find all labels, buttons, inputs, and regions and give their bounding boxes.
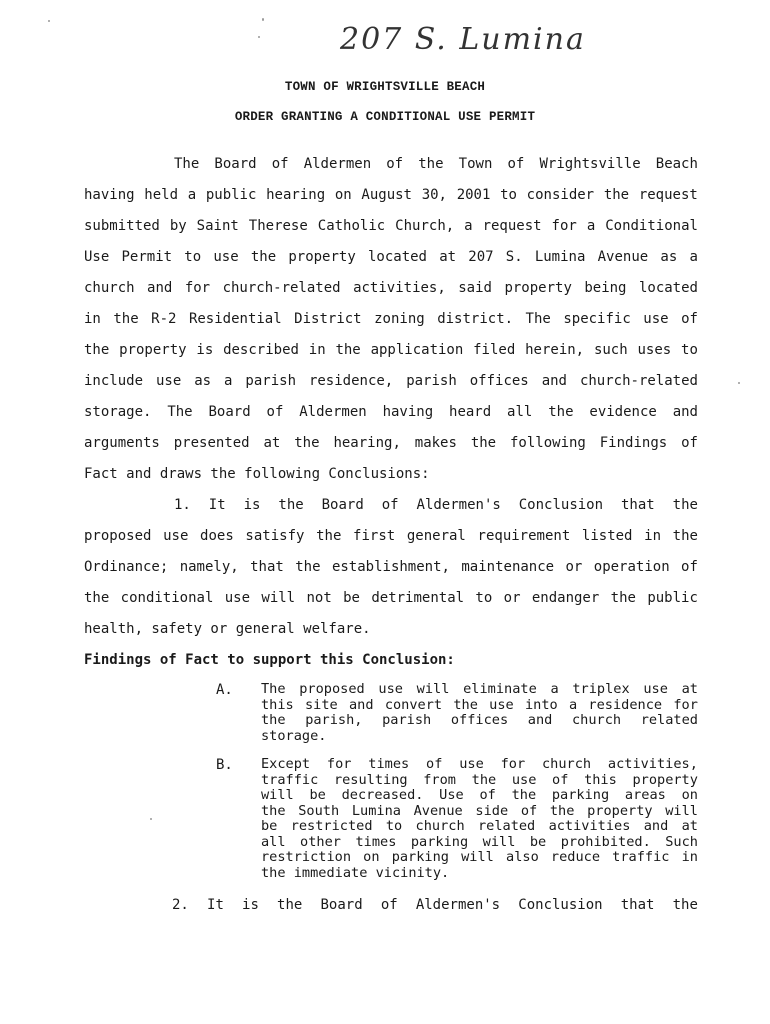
- word: endanger: [531, 590, 600, 606]
- word: specific: [563, 311, 631, 327]
- word: The: [525, 311, 551, 327]
- scan-speck: [48, 20, 50, 22]
- word: a: [187, 187, 197, 203]
- word: Church,: [395, 218, 455, 234]
- word: times: [355, 833, 397, 850]
- word: described: [223, 342, 299, 358]
- finding-a-line: [261, 682, 698, 698]
- word: Such: [665, 833, 698, 850]
- intro-line: [84, 187, 698, 203]
- word: such: [593, 342, 628, 358]
- word: use: [224, 590, 251, 606]
- word: activities,: [353, 280, 446, 296]
- word: uses: [637, 342, 672, 358]
- word: District: [294, 311, 362, 327]
- word: The: [261, 681, 286, 697]
- word: 2001: [456, 187, 491, 203]
- word: Board: [214, 156, 257, 172]
- word: to: [500, 187, 517, 203]
- word: at: [681, 681, 698, 697]
- word: proposed: [299, 681, 365, 697]
- word: of: [271, 156, 289, 172]
- word: the: [84, 342, 110, 358]
- word: of: [681, 311, 698, 327]
- word: be: [309, 787, 326, 803]
- word: of: [520, 802, 538, 819]
- word: hearing,: [333, 435, 401, 451]
- word: Avenue: [413, 802, 463, 819]
- finding-a-line: storage.: [261, 727, 327, 744]
- word: in: [308, 342, 326, 358]
- word: for: [673, 696, 698, 713]
- word: located: [367, 249, 427, 265]
- word: parish: [245, 373, 296, 389]
- word: will: [665, 802, 698, 819]
- word: in: [681, 849, 698, 865]
- word: Board: [321, 497, 364, 513]
- word: is: [243, 497, 261, 513]
- word: evidence: [589, 404, 657, 420]
- intro-line: [84, 404, 698, 420]
- word: on: [334, 187, 352, 203]
- word: at: [263, 435, 281, 451]
- word: prohibited.: [560, 833, 651, 850]
- word: include: [84, 373, 144, 389]
- word: use: [163, 528, 189, 544]
- word: Except: [261, 756, 311, 772]
- word: submitted: [84, 218, 160, 234]
- word: use: [155, 373, 182, 389]
- word: proposed: [84, 528, 152, 544]
- word: residence,: [308, 373, 394, 389]
- finding-b-line: the immediate vicinity.: [261, 864, 450, 881]
- intro-line: [84, 218, 698, 234]
- word: all: [507, 404, 533, 420]
- word: held: [144, 187, 178, 203]
- word: Beach: [655, 156, 698, 172]
- word: in: [644, 528, 661, 544]
- word: first: [353, 528, 396, 544]
- conclusion-1-line: [84, 590, 698, 606]
- word: for: [326, 756, 352, 772]
- word: offices: [450, 712, 509, 728]
- word: 207: [468, 249, 494, 265]
- word: general: [406, 528, 466, 544]
- word: traffic: [261, 771, 319, 788]
- word: Wrightsville: [539, 156, 641, 172]
- word: a: [550, 681, 559, 697]
- word: It: [207, 897, 224, 913]
- word: property: [504, 280, 572, 296]
- word: said: [458, 280, 492, 296]
- word: that: [250, 559, 284, 575]
- word: as: [660, 249, 678, 265]
- word: will: [416, 681, 450, 697]
- word: a: [464, 218, 473, 234]
- word: the: [278, 497, 304, 513]
- intro-line: [84, 311, 698, 327]
- word: other: [300, 833, 341, 850]
- finding-a-text: [261, 682, 698, 744]
- word: resulting: [333, 771, 408, 788]
- word: property: [119, 342, 187, 358]
- word: namely,: [179, 559, 239, 575]
- word: a: [568, 696, 578, 713]
- word: the: [261, 802, 286, 819]
- word: and: [527, 712, 553, 728]
- word: operation: [593, 559, 670, 575]
- word: will: [461, 849, 494, 865]
- word: Conclusion: [518, 897, 603, 913]
- word: Avenue: [597, 249, 649, 265]
- finding-a-label: A.: [216, 682, 233, 698]
- word: public: [205, 187, 257, 203]
- word: to: [184, 249, 202, 265]
- word: be: [261, 818, 278, 834]
- word: of: [386, 156, 404, 172]
- word: Use: [439, 787, 464, 803]
- finding-b-line: [261, 819, 698, 835]
- word: or: [503, 590, 521, 606]
- word: R-2: [151, 311, 177, 327]
- order-title: ORDER GRANTING A CONDITIONAL USE PERMIT: [234, 110, 536, 124]
- intro-line: [84, 373, 698, 389]
- word: to: [681, 342, 698, 358]
- word: is: [196, 342, 214, 358]
- word: church: [84, 280, 135, 296]
- word: Board: [208, 404, 251, 420]
- word: from: [423, 771, 456, 788]
- word: parking: [551, 787, 610, 803]
- word: the: [250, 249, 277, 265]
- intro-line: [84, 435, 698, 451]
- word: use: [511, 771, 537, 788]
- word: The: [167, 404, 193, 420]
- word: public: [647, 590, 698, 606]
- word: S.: [505, 249, 523, 265]
- word: related: [477, 818, 536, 834]
- word: will: [482, 833, 516, 850]
- word: of: [552, 771, 569, 788]
- handwritten-address-note: 207 S. Lumina: [340, 22, 586, 57]
- word: this: [584, 771, 617, 788]
- word: 1.: [174, 497, 191, 513]
- word: requirement: [477, 528, 571, 544]
- word: property: [632, 771, 698, 788]
- word: at: [439, 249, 457, 265]
- word: all: [261, 833, 286, 850]
- word: Residential: [188, 311, 282, 327]
- word: a: [224, 373, 233, 389]
- word: the: [261, 712, 286, 728]
- word: use: [378, 681, 403, 697]
- word: that: [620, 497, 655, 513]
- word: request: [638, 187, 698, 203]
- word: Aldermen: [299, 404, 367, 420]
- word: site: [305, 696, 338, 713]
- word: the: [335, 342, 361, 358]
- word: residence: [588, 696, 663, 713]
- word: to: [475, 590, 493, 606]
- word: on: [363, 849, 380, 865]
- finding-b-label: B.: [216, 757, 233, 773]
- word: and: [643, 818, 669, 834]
- word: the: [610, 590, 636, 606]
- scan-speck: [262, 18, 264, 21]
- word: a: [689, 249, 698, 265]
- word: church: [415, 818, 465, 834]
- conclusion-1-line: [84, 559, 698, 575]
- word: 30,: [421, 187, 447, 203]
- word: church: [571, 712, 622, 728]
- word: the: [672, 528, 698, 544]
- finding-b-line: [261, 835, 698, 851]
- word: the: [672, 497, 698, 513]
- word: the: [418, 156, 444, 172]
- word: the: [113, 311, 139, 327]
- word: Permit: [121, 249, 173, 265]
- word: arguments: [84, 435, 160, 451]
- word: Town: [458, 156, 493, 172]
- scan-speck: [738, 382, 740, 384]
- word: Therese: [248, 218, 308, 234]
- word: a: [586, 218, 596, 234]
- word: Saint: [196, 218, 239, 234]
- word: detrimental: [371, 590, 465, 606]
- scan-speck: [150, 818, 152, 820]
- word: Use: [84, 249, 110, 265]
- word: is: [242, 897, 259, 913]
- intro-line: [84, 280, 698, 296]
- word: of: [381, 497, 399, 513]
- word: use: [213, 249, 239, 265]
- conclusion-2-line: [172, 897, 698, 913]
- word: this: [261, 696, 294, 713]
- word: does: [200, 528, 234, 544]
- word: traffic: [612, 849, 670, 865]
- word: be: [529, 833, 547, 850]
- word: for: [500, 756, 526, 772]
- conclusion-1-line: health, safety or general welfare.: [84, 621, 371, 637]
- word: or: [565, 559, 583, 575]
- finding-a-line: [261, 713, 698, 729]
- word: side: [475, 802, 509, 819]
- word: and: [147, 280, 173, 296]
- word: of: [507, 156, 525, 172]
- word: the: [277, 897, 303, 913]
- word: the: [548, 404, 574, 420]
- word: of: [681, 435, 698, 451]
- word: activities,: [607, 756, 698, 772]
- word: the: [84, 590, 110, 606]
- word: reduce: [550, 849, 601, 865]
- word: of: [266, 404, 284, 420]
- word: being: [584, 280, 627, 296]
- word: the: [511, 787, 537, 803]
- word: Aldermen: [303, 156, 372, 172]
- word: be: [343, 590, 360, 606]
- word: The: [174, 156, 200, 172]
- word: church-related: [579, 373, 698, 389]
- word: presented: [173, 435, 250, 451]
- word: parking: [410, 833, 469, 850]
- word: the: [672, 897, 698, 913]
- word: of: [380, 897, 398, 913]
- word: parking: [391, 849, 449, 865]
- word: property: [587, 802, 653, 819]
- word: August: [361, 187, 412, 203]
- word: herein,: [525, 342, 585, 358]
- word: listed: [581, 528, 633, 544]
- word: heard: [449, 404, 492, 420]
- word: in: [84, 311, 101, 327]
- word: establishment,: [331, 559, 450, 575]
- finding-b-line: [261, 757, 698, 773]
- word: of: [681, 559, 698, 575]
- word: activities: [548, 818, 631, 834]
- word: conditional: [120, 590, 214, 606]
- intro-line: [84, 342, 698, 358]
- word: located: [638, 280, 698, 296]
- word: satisfy: [245, 528, 305, 544]
- word: parish: [382, 712, 432, 728]
- word: having: [382, 404, 434, 420]
- findings-heading: Findings of Fact to support this Conclusion:: [84, 652, 455, 668]
- town-heading: TOWN OF WRIGHTSVILLE BEACH: [284, 80, 486, 94]
- word: the: [294, 435, 320, 451]
- word: 2.: [172, 897, 189, 913]
- word: restriction: [261, 849, 352, 865]
- word: Findings: [599, 435, 668, 451]
- word: Conditional: [605, 218, 698, 234]
- word: offices: [469, 373, 529, 389]
- intro-line: Fact and draws the following Conclusions:: [84, 466, 430, 482]
- word: on: [681, 787, 698, 803]
- word: It: [208, 497, 226, 513]
- finding-b-line: [261, 850, 698, 866]
- word: Lumina: [534, 249, 586, 265]
- word: following: [510, 435, 586, 451]
- word: South: [298, 802, 340, 819]
- word: maintenance: [461, 559, 555, 575]
- word: the: [471, 771, 497, 788]
- word: that: [620, 897, 655, 913]
- word: Lumina: [351, 802, 401, 819]
- word: use: [489, 696, 514, 713]
- word: restricted: [290, 818, 373, 834]
- word: at: [681, 818, 698, 834]
- word: use: [643, 681, 668, 697]
- word: areas: [624, 787, 666, 803]
- finding-a-line: [261, 698, 698, 714]
- word: decreased.: [341, 787, 424, 803]
- word: eliminate: [463, 681, 537, 697]
- word: Catholic: [317, 218, 386, 234]
- word: will: [261, 590, 296, 606]
- word: application: [370, 342, 464, 358]
- word: for: [551, 218, 577, 234]
- word: property: [288, 249, 356, 265]
- word: to: [385, 818, 403, 834]
- finding-b-line: [261, 773, 698, 789]
- word: request: [482, 218, 542, 234]
- word: for: [184, 280, 211, 296]
- finding-b-line: [261, 788, 698, 804]
- conclusion-1-line: [84, 528, 698, 544]
- word: the: [295, 559, 321, 575]
- word: and: [349, 696, 374, 713]
- word: Board: [320, 897, 363, 913]
- word: the: [470, 435, 497, 451]
- word: hearing: [266, 187, 326, 203]
- word: zoning: [374, 311, 425, 327]
- word: convert: [384, 696, 443, 713]
- scan-speck: [258, 36, 260, 38]
- word: the: [549, 802, 575, 819]
- word: makes: [414, 435, 457, 451]
- intro-line: [174, 156, 698, 172]
- word: also: [506, 849, 539, 865]
- word: the: [603, 187, 630, 203]
- word: the: [316, 528, 342, 544]
- word: district.: [437, 311, 514, 327]
- word: filed: [473, 342, 516, 358]
- word: of: [479, 787, 496, 803]
- word: Conclusion: [518, 497, 604, 513]
- word: and: [541, 373, 567, 389]
- word: of: [426, 756, 443, 772]
- word: storage.: [84, 404, 152, 420]
- intro-line: [84, 249, 698, 265]
- word: the: [453, 696, 478, 713]
- word: times: [368, 756, 410, 772]
- word: Aldermen's: [415, 897, 501, 913]
- word: will: [261, 787, 294, 803]
- word: not: [306, 590, 332, 606]
- word: consider: [526, 187, 595, 203]
- finding-b-line: [261, 804, 698, 820]
- word: Aldermen's: [416, 497, 501, 513]
- conclusion-1-line: [174, 497, 698, 513]
- word: triplex: [572, 681, 630, 697]
- word: use: [643, 311, 669, 327]
- word: church: [541, 756, 592, 772]
- word: related: [640, 712, 698, 728]
- word: as: [194, 373, 212, 389]
- word: church-related: [222, 280, 341, 296]
- word: by: [169, 218, 187, 234]
- word: parish,: [305, 712, 363, 728]
- word: Ordinance;: [84, 559, 169, 575]
- word: having: [84, 187, 135, 203]
- word: and: [672, 404, 698, 420]
- finding-b-text: [261, 757, 698, 881]
- word: into: [524, 696, 558, 713]
- word: use: [459, 756, 484, 772]
- word: parish: [406, 373, 457, 389]
